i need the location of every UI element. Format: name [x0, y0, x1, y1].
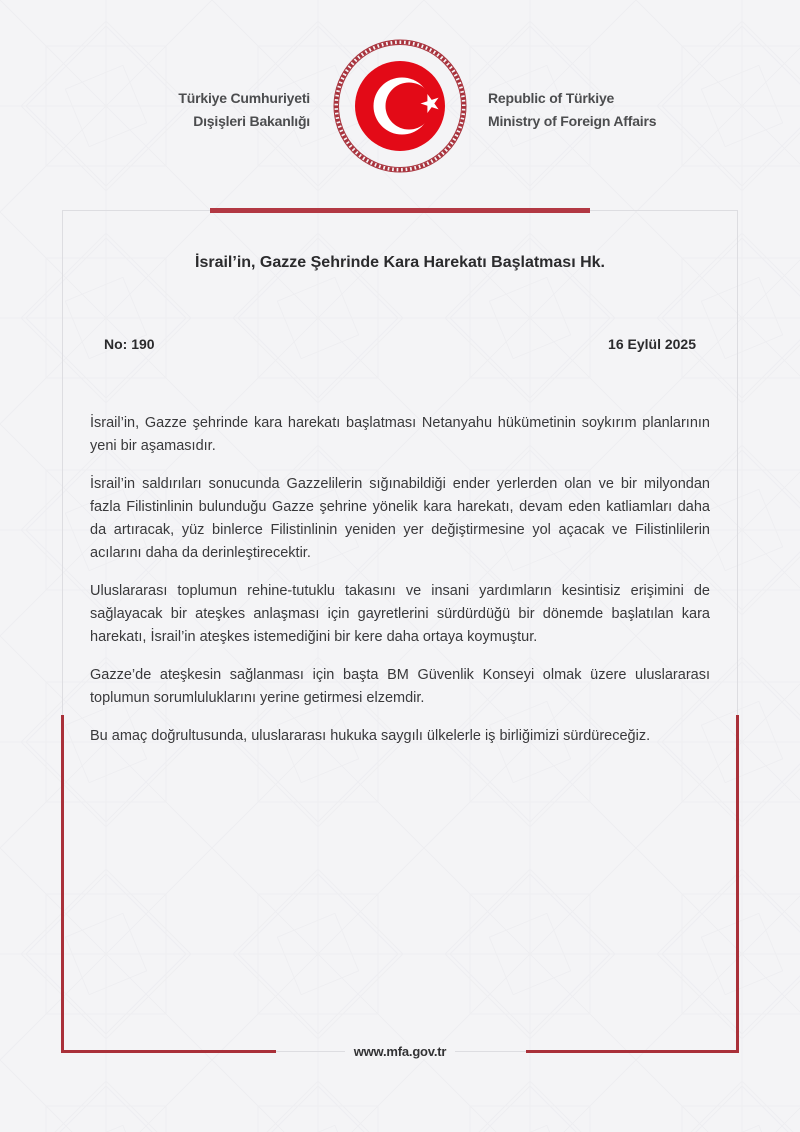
org-english-line1: Republic of Türkiye — [488, 90, 615, 106]
document-body — [90, 412, 710, 763]
frame-right-border-gray — [737, 210, 738, 715]
org-turkish-line1: Türkiye Cumhuriyeti — [178, 90, 310, 106]
footer — [0, 1043, 800, 1061]
paragraph-5: Bu amaç doğrultusunda, uluslararası hukuka saygılı ülkelerle iş birliğimizi sürdüreceğiz. — [90, 728, 651, 744]
document-title: İsrail’in, Gazze Şehrinde Kara Harekatı Başlatması Hk. — [195, 254, 605, 271]
paragraph-2: İsrail’in saldırıları sonucunda Gazzelilerin sığınabildiği ender yerlerden olan ve bir milyondan fazla Filistinlinin bulunduğu Gazze şehrine yönelik kara harekatı, devam eden katliamları daha da artıracak, yüz binlerce Filistinlinin yeniden yer değiştirmesine yol açacak ve Filistinlilerin acılarını daha da derinleştirecektir. — [90, 476, 710, 561]
frame-right-border-red — [736, 715, 739, 1053]
document-number: No: 190 — [104, 336, 155, 352]
paragraph-3: Uluslararası toplumun rehine-tutuklu takasını ve insani yardımların kesintisiz erişimini de sağlayacak bir ateşkes anlaşması için gayretlerini sürdürdüğü bir dönemde başlatılan kara harekatı, İsrail’in ateşkes istemediğini bir kere daha ortaya koymuştur. — [90, 583, 710, 645]
frame-left-border-gray — [62, 210, 63, 715]
mfa-emblem — [328, 34, 472, 178]
org-name-english — [488, 87, 656, 133]
org-name-turkish — [178, 87, 310, 133]
paragraph-1: İsrail’in, Gazze şehrinde kara harekatı başlatması Netanyahu hükümetinin soykırım planlarının yeni bir aşamasıdır. — [90, 415, 710, 454]
frame-left-border-red — [61, 715, 64, 1053]
org-english-line2: Ministry of Foreign Affairs — [488, 113, 657, 129]
accent-bar-top — [210, 208, 590, 213]
paragraph-4: Gazze’de ateşkesin sağlanması için başta BM Güvenlik Konseyi olmak üzere uluslararası toplumun sorumluluklarını yerine getirmesi elzemdir. — [90, 667, 710, 706]
document-meta-row — [90, 336, 710, 352]
document-date: 16 Eylül 2025 — [608, 336, 696, 352]
crescent-star-disc — [355, 61, 445, 151]
website-url: www.mfa.gov.tr — [345, 1044, 456, 1059]
org-turkish-line2: Dışişleri Bakanlığı — [193, 113, 310, 129]
letterhead — [0, 0, 800, 200]
